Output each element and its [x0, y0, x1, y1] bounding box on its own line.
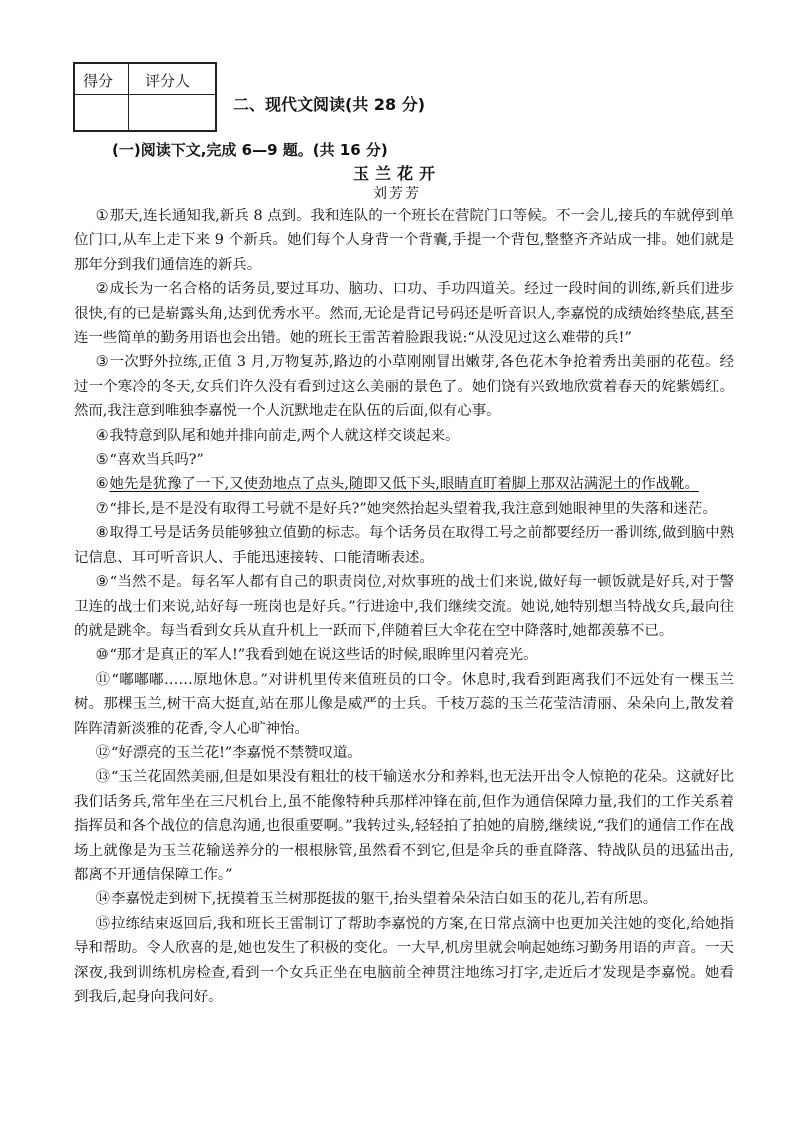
paragraph-4: ④我特意到队尾和她并排向前走,两个人就这样交谈起来。	[95, 427, 460, 444]
sub-title: (一)阅读下文,完成 6—9 题。(共 16 分)	[112, 141, 388, 159]
paragraph-12: ⑫“好漂亮的玉兰花!”李嘉悦不禁赞叹道。	[95, 744, 362, 761]
paragraph-7: ⑦“排长,是不是没有取得工号就不是好兵?”她突然抬起头望着我,我注意到她眼神里的失落和迷茫。	[95, 500, 717, 517]
score-table-divider	[128, 64, 129, 130]
paragraph-6: ⑥她先是犹豫了一下,又使劲地点了点头,随即又低下头,眼睛直盯着脚上那双沾满泥土的作战靴。	[95, 476, 699, 493]
paragraph-9: ⑨“当然不是。每名军人都有自己的职责岗位,对炊事班的战士们来说,做好每一顿饭就是好兵,对于警卫连的战士们来说,站好每一班岗也是好兵。”行进途中,我们继续交流。她说,她特别想当特战女兵,最向往的就是跳伞。每当看到女兵从直升机上一跃而下,伴随着巨大伞花在空中降落时,她都羡慕不已。	[74, 574, 734, 639]
score-table-row-divider	[75, 94, 215, 95]
paragraph-10: ⑩“那才是真正的军人!”我看到她在说这些话的时候,眼眸里闪着亮光。	[95, 647, 538, 664]
paragraph-15: ⑮拉练结束返回后,我和班长王雷制订了帮助李嘉悦的方案,在日常点滴中也更加关注她的变化,给她指导和帮助。令人欣喜的是,她也发生了积极的变化。一大早,机房里就会响起她练习勤务用语的声音。一天深夜,我到训练机房检查,看到一个女兵正坐在电脑前全神贯注地练习打字,走近后才发现是李嘉悦。她看到我后,起身向我问好。	[74, 915, 734, 1005]
underlined-sentence: 她先是犹豫了一下,又使劲地点了点头,随即又低下头,眼睛直盯着脚上那双沾满泥土的作战靴。	[109, 476, 699, 493]
paragraph-3: ③一次野外拉练,正值 3 月,万物复苏,路边的小草刚刚冒出嫩芽,各色花木争抢着秀出美丽的花苞。经过一个寒冷的冬天,女兵们许久没有看到过这么美丽的景色了。她们饶有兴致地欣赏着春天的姹紫嫣红。然而,我注意到唯独李嘉悦一个人沉默地走在队伍的后面,似有心事。	[74, 354, 734, 420]
author: 刘芳芳	[373, 186, 421, 202]
paragraph-11: ⑪“嘟嘟嘟……原地休息。”对讲机里传来值班员的口令。休息时,我看到距离我们不远处有一棵玉兰树。那棵玉兰,树干高大挺直,站在那儿像是威严的士兵。千枝万蕊的玉兰花莹洁清丽、朵朵向上,散发着阵阵清新淡雅的花香,令人心旷神怡。	[74, 671, 734, 737]
paragraph-14: ⑭李嘉悦走到树下,抚摸着玉兰树那挺拔的躯干,抬头望着朵朵洁白如玉的花儿,若有所思。	[95, 891, 658, 908]
article-body	[74, 204, 734, 1009]
paragraph-1: ①那天,连长通知我,新兵 8 点到。我和连队的一个班长在营院门口等候。不一会儿,接兵的车就停到单位门口,从车上走下来 9 个新兵。她们每个人身背一个背囊,手提一个背包,整整齐齐站成一排。她们就是那年分到我们通信连的新兵。	[74, 208, 735, 273]
grader-label: 评分人	[145, 72, 191, 90]
score-label: 得分	[83, 72, 114, 90]
paragraph-13: ⑬“玉兰花固然美丽,但是如果没有粗壮的枝干输送水分和养料,也无法开出令人惊艳的花朵。这就好比我们话务兵,常年坐在三尺机台上,虽不能像特种兵那样冲锋在前,但作为通信保障力量,我们的工作关系着指挥员和各个战位的信息沟通,也很重要啊。”我转过头,轻轻拍了拍她的肩膀,继续说,“我们的通信工作在战场上就像是为玉兰花输送养分的一根根脉管,虽然看不到它,但是伞兵的垂直降落、特战队员的迅猛出击,都离不开通信保障工作。”	[74, 769, 734, 883]
score-table	[73, 62, 217, 132]
paragraph-8: ⑧取得工号是话务员能够独立值勤的标志。每个话务员在取得工号之前都要经历一番训练,做到脑中熟记信息、耳可听音识人、手能迅速接转、口能清晰表述。	[74, 525, 735, 566]
section-title: 二、现代文阅读(共 28 分)	[233, 95, 426, 114]
paragraph-2: ②成长为一名合格的话务员,要过耳功、脑功、口功、手功四道关。经过一段时间的训练,新兵们进步很快,有的已是崭露头角,达到优秀水平。然而,无论是背记号码还是听音识人,李嘉悦的成绩始终垫底,甚至连一些简单的勤务用语也会出错。她的班长王雷苦着脸跟我说:“从没见过这么难带的兵!”	[74, 281, 734, 347]
story-title: 玉兰花开	[352, 164, 441, 183]
paragraph-5: ⑤“喜欢当兵吗?”	[95, 452, 204, 469]
